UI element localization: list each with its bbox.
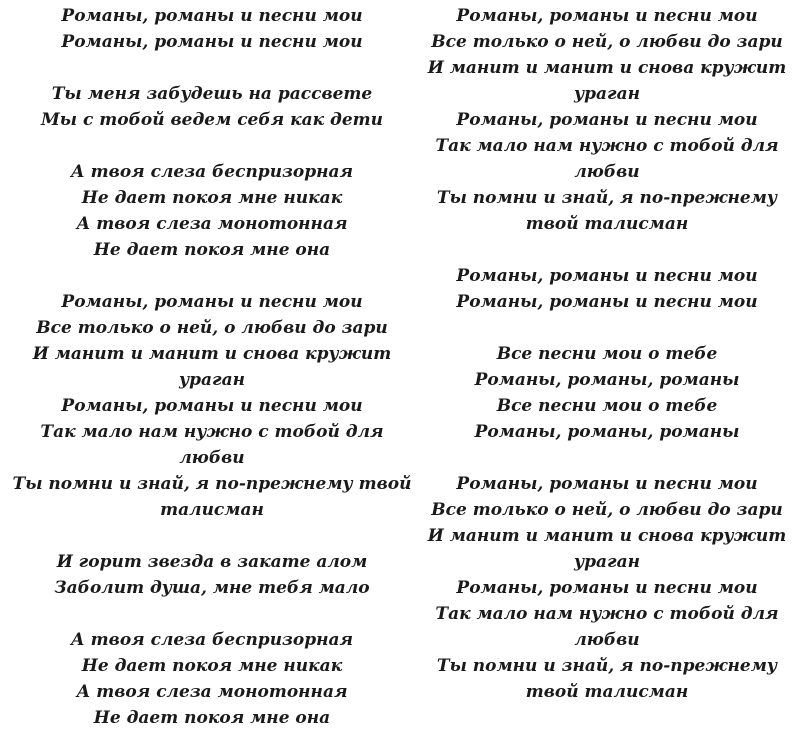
lyrics-line: Романы, романы и песни мои: [456, 578, 758, 598]
lyrics-line: Романы, романы и песни мои: [456, 6, 758, 26]
lyrics-line: Все только о ней, о любви до зари: [431, 32, 783, 52]
lyrics-line: А твоя слеза беспризорная: [70, 630, 354, 650]
lyrics-stanza: [12, 159, 412, 263]
lyrics-line: Не дает покоя мне никак: [81, 656, 343, 676]
lyrics-stanza: [12, 627, 412, 731]
lyrics-stanza: [424, 263, 790, 315]
lyrics-line: Ты помни и знай, я по-прежнему твой талисман: [12, 474, 412, 520]
lyrics-line: Романы, романы, романы: [474, 422, 740, 442]
lyrics-line: Ты меня забудешь на рассвете: [51, 84, 373, 104]
lyrics-line: Так мало нам нужно с тобой для любви: [435, 136, 779, 182]
lyrics-column-left: [12, 3, 412, 731]
lyrics-line: Все только о ней, о любви до зари: [431, 500, 783, 520]
lyrics-line: Романы, романы и песни мои: [456, 266, 758, 286]
lyrics-line: Так мало нам нужно с тобой для любви: [40, 422, 384, 468]
lyrics-line: Так мало нам нужно с тобой для любви: [435, 604, 779, 650]
lyrics-line: Романы, романы, романы: [474, 370, 740, 390]
lyrics-line: Ты помни и знай, я по-прежнему твой талисман: [436, 188, 778, 234]
lyrics-line: Романы, романы и песни мои: [456, 474, 758, 494]
lyrics-stanza: [12, 81, 412, 133]
lyrics-line: Романы, романы и песни мои: [61, 6, 363, 26]
lyrics-line: Мы с тобой ведем себя как дети: [40, 110, 384, 130]
lyrics-line: Романы, романы и песни мои: [61, 292, 363, 312]
lyrics-stanza: [424, 3, 790, 237]
lyrics-stanza: [12, 549, 412, 601]
lyrics-line: Все песни мои о тебе: [496, 396, 718, 416]
lyrics-line: Не дает покоя мне она: [93, 708, 331, 728]
lyrics-line: Все только о ней, о любви до зари: [36, 318, 388, 338]
lyrics-line: И манит и манит и снова кружит ураган: [427, 58, 787, 104]
lyrics-line: Ты помни и знай, я по-прежнему твой талисман: [436, 656, 778, 702]
lyrics-stanza: [424, 471, 790, 705]
lyrics-column-right: [424, 3, 790, 705]
lyrics-stanza: [12, 289, 412, 523]
lyrics-line: И горит звезда в закате алом: [56, 552, 368, 572]
lyrics-line: Заболит душа, мне тебя мало: [54, 578, 370, 598]
lyrics-stanza: [12, 3, 412, 55]
lyrics-line: И манит и манит и снова кружит ураган: [427, 526, 787, 572]
lyrics-stanza: [424, 341, 790, 445]
lyrics-line: А твоя слеза монотонная: [76, 682, 348, 702]
lyrics-line: Романы, романы и песни мои: [456, 292, 758, 312]
lyrics-line: Романы, романы и песни мои: [61, 396, 363, 416]
lyrics-line: А твоя слеза беспризорная: [70, 162, 354, 182]
lyrics-line: Романы, романы и песни мои: [456, 110, 758, 130]
lyrics-line: Романы, романы и песни мои: [61, 32, 363, 52]
lyrics-line: Не дает покоя мне она: [93, 240, 331, 260]
lyrics-line: Не дает покоя мне никак: [81, 188, 343, 208]
lyrics-line: А твоя слеза монотонная: [76, 214, 348, 234]
lyrics-line: И манит и манит и снова кружит ураган: [32, 344, 392, 390]
lyrics-line: Все песни мои о тебе: [496, 344, 718, 364]
